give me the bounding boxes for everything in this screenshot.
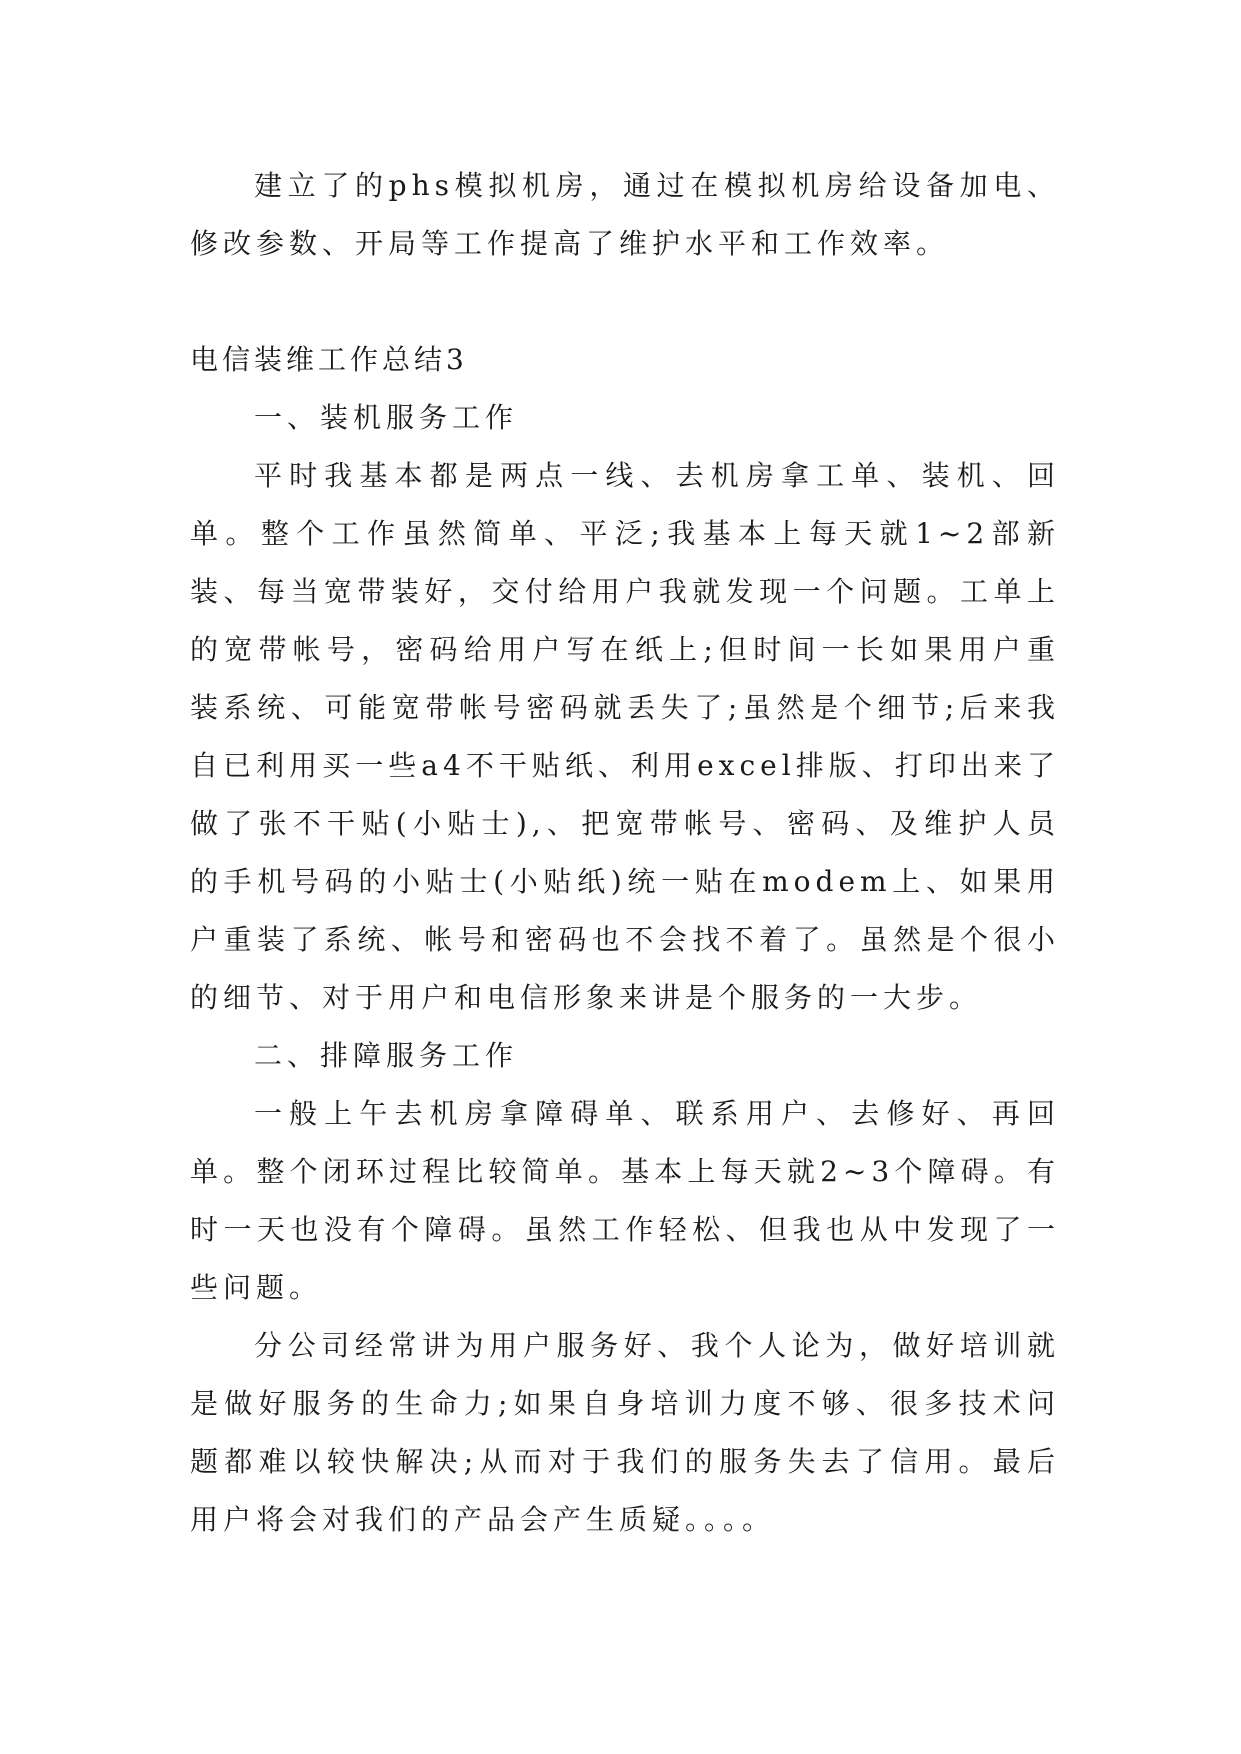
troubleshooting-paragraph-1: 一般上午去机房拿障碍单、联系用户、去修好、再回单。整个闭环过程比较简单。基本上每天就2~3个障碍。有时一天也没有个障碍。虽然工作轻松、但我也从中发现了一些问题。	[190, 1097, 1060, 1304]
document-body	[190, 157, 1060, 1549]
troubleshooting-paragraph-2: 分公司经常讲为用户服务好、我个人论为，做好培训就是做好服务的生命力;如果自身培训力度不够、很多技术问题都难以较快解决;从而对于我们的服务失去了信用。最后用户将会对我们的产品会产生质疑。。。。	[190, 1329, 1060, 1536]
section-title: 电信装维工作总结3	[190, 343, 468, 376]
section-heading-installation: 一、装机服务工作	[254, 401, 519, 434]
paragraph-gap	[190, 273, 1060, 331]
installation-paragraph: 平时我基本都是两点一线、去机房拿工单、装机、回单。整个工作虽然简单、平泛;我基本上每天就1~2部新装、每当宽带装好，交付给用户我就发现一个问题。工单上的宽带帐号，密码给用户写在纸上;但时间一长如果用户重装系统、可能宽带帐号密码就丢失了;虽然是个细节;后来我自已利用买一些a4不干贴纸、利用excel排版、打印出来了做了张不干贴(小贴士),、把宽带帐号、密码、及维护人员的手机号码的小贴士(小贴纸)统一贴在modem上、如果用户重装了系统、帐号和密码也不会找不着了。虽然是个很小的细节、对于用户和电信形象来讲是个服务的一大步。	[190, 459, 1060, 1014]
section-heading-troubleshooting: 二、排障服务工作	[254, 1039, 519, 1072]
intro-paragraph: 建立了的phs模拟机房，通过在模拟机房给设备加电、修改参数、开局等工作提高了维护水平和工作效率。	[190, 169, 1060, 260]
